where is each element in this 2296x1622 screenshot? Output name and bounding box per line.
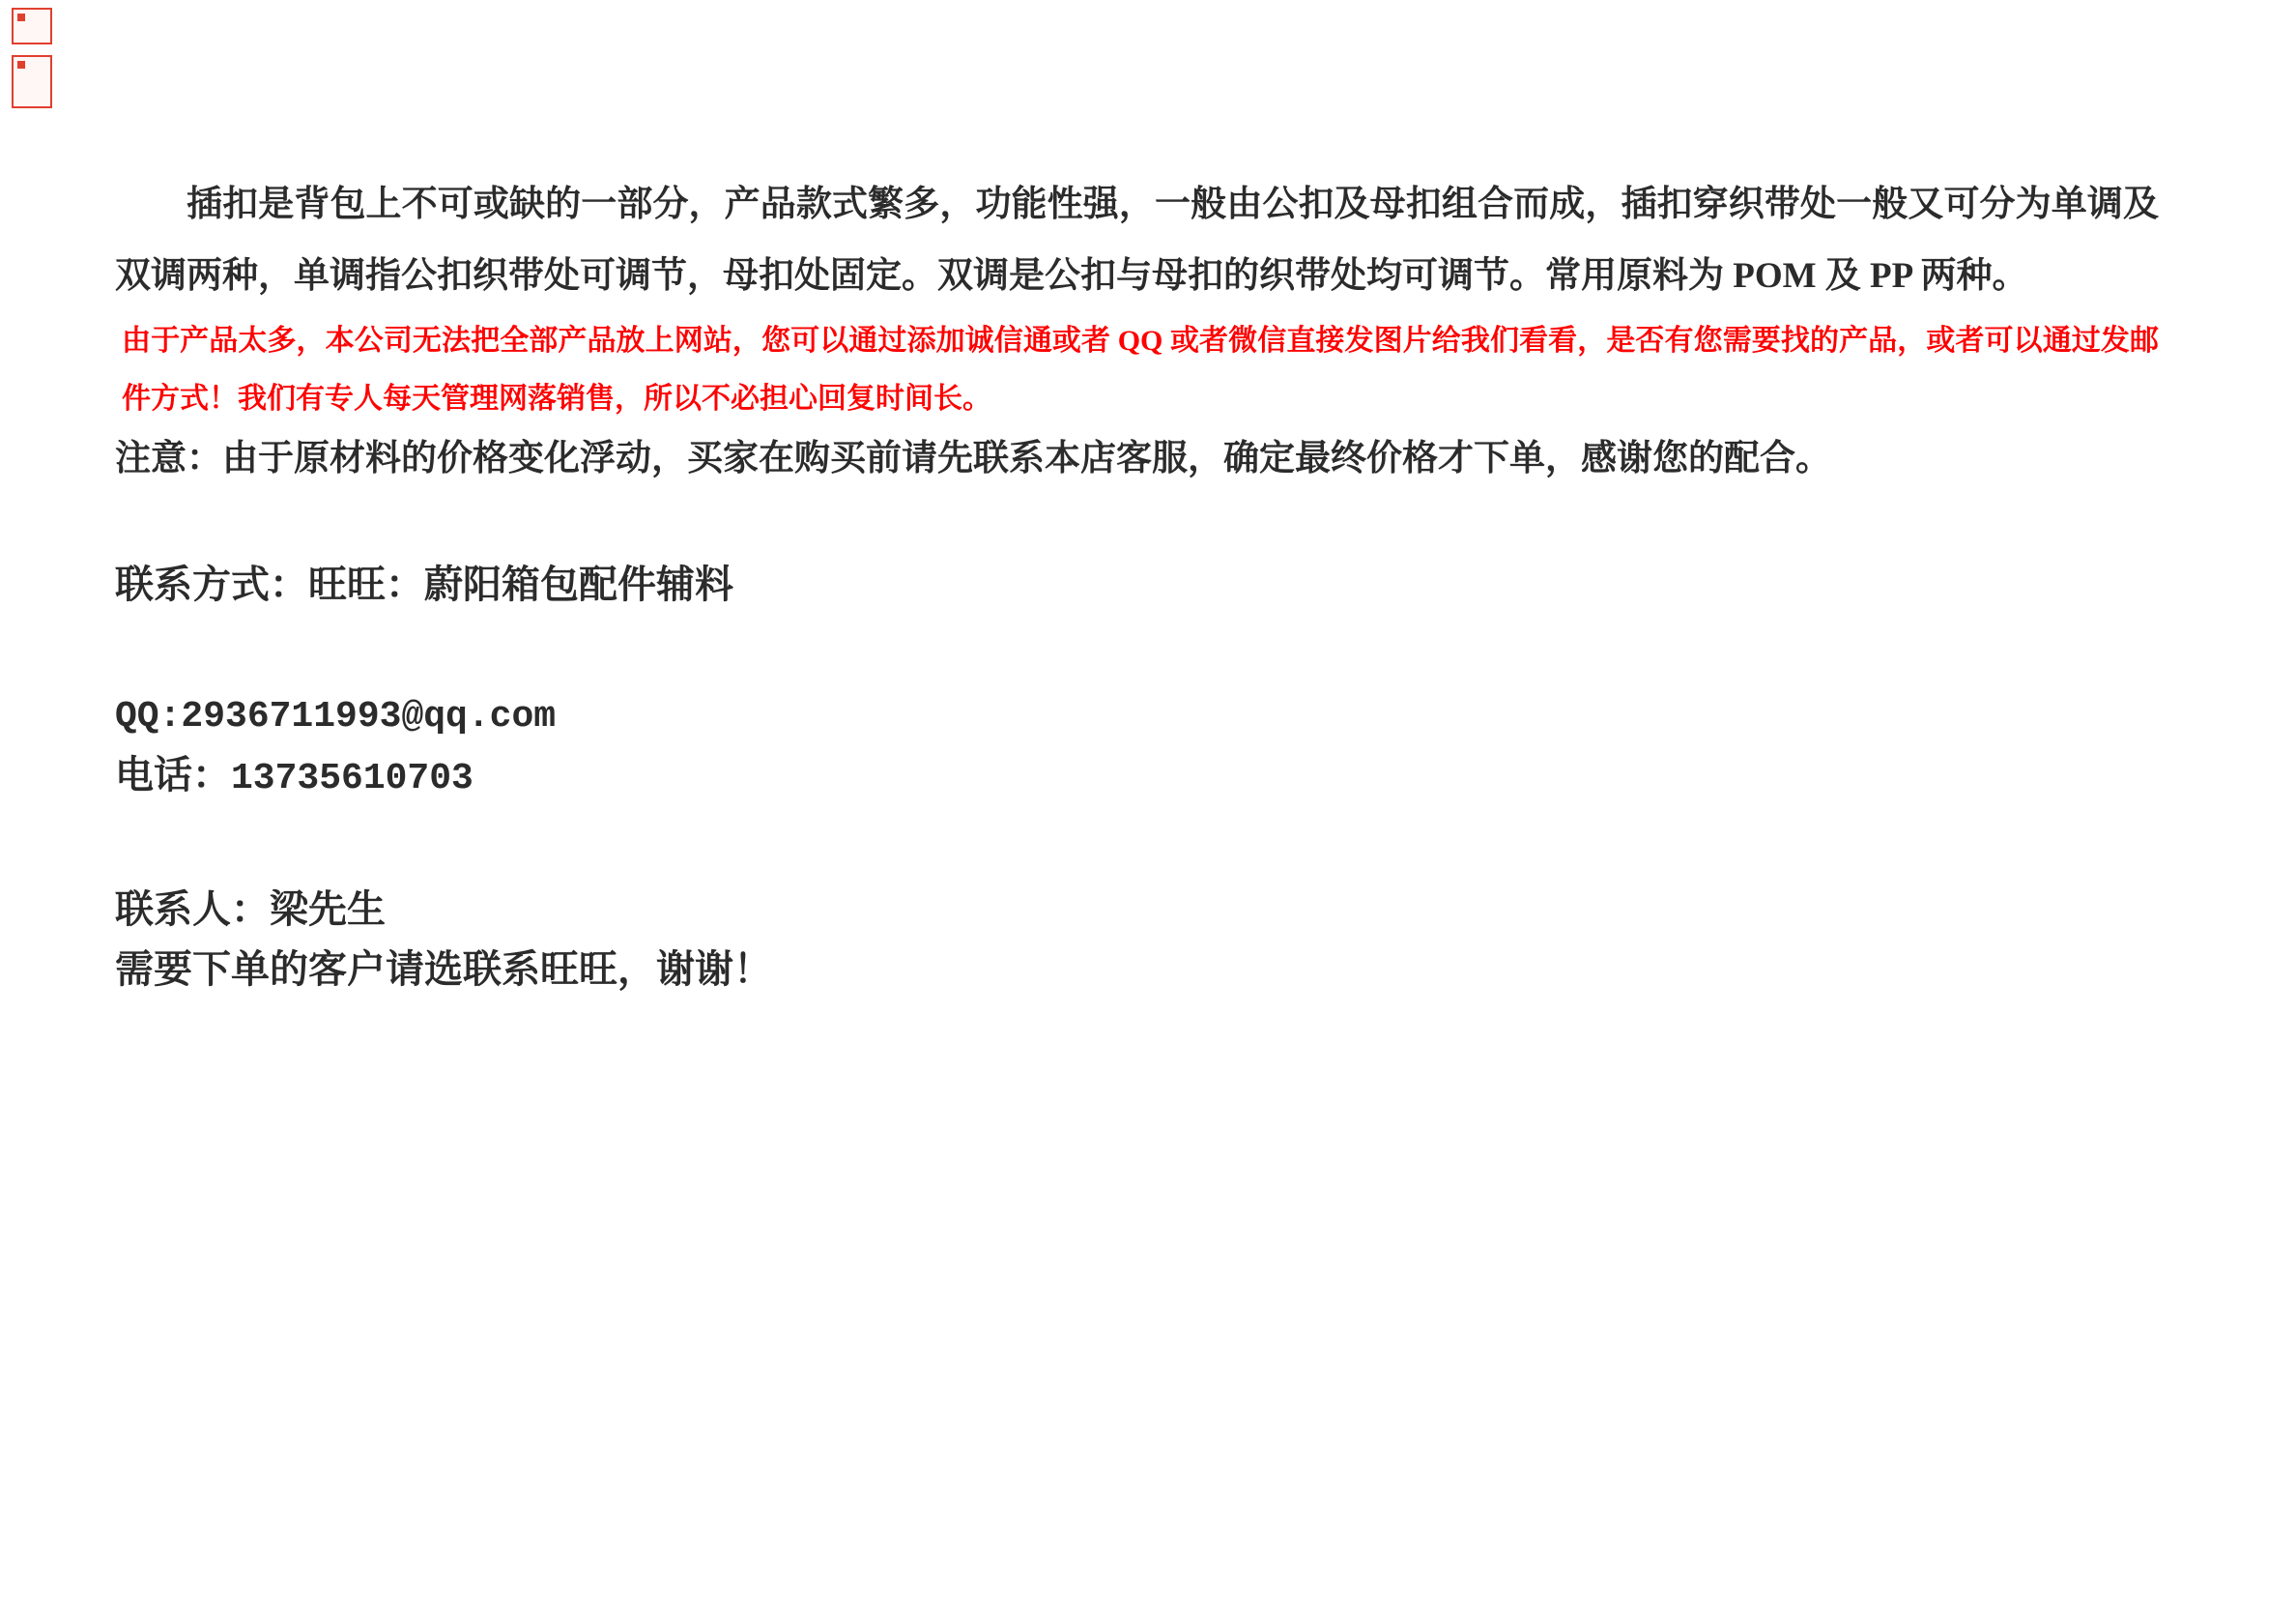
- broken-image-glyph: [17, 61, 25, 69]
- broken-image-icon: [12, 8, 52, 44]
- intro-paragraph: 插扣是背包上不可或缺的一部分，产品款式繁多，功能性强，一般由公扣及母扣组合而成，插扣穿织带处一般又可分为单调及双调两种，单调指公扣织带处可调节，母扣处固定。双调是公扣与母扣的织带处均可调节。常用原料为 POM 及 PP 两种。: [115, 185, 2159, 296]
- order-note-line: 需要下单的客户请选联系旺旺，谢谢！: [115, 947, 772, 991]
- contact-method-line: 联系方式：旺旺：蔚阳箱包配件辅料: [115, 563, 733, 606]
- product-description-document: [115, 169, 2159, 999]
- phone-number: 13735610703: [231, 758, 474, 799]
- red-notice-paragraph: 由于产品太多，本公司无法把全部产品放上网站，您可以通过添加诚信通或者 QQ 或者微信直接发图片给我们看看，是否有您需要找的产品，或者可以通过发邮件方式！我们有专人每天管理网落销售，所以不必担心回复时间长。: [122, 325, 2159, 415]
- qq-email-line: QQ:2936711993@qq.com: [115, 696, 557, 738]
- price-notice-line: 注意：由于原材料的价格变化浮动，买家在购买前请先联系本店客服，确定最终价格才下单，感谢您的配合。: [115, 439, 1831, 478]
- contact-person-line: 联系人：梁先生: [115, 887, 386, 931]
- phone-label: 电话：: [115, 753, 231, 797]
- phone-line: [115, 746, 2159, 808]
- broken-image-icon: [12, 55, 52, 108]
- broken-image-glyph: [17, 14, 25, 21]
